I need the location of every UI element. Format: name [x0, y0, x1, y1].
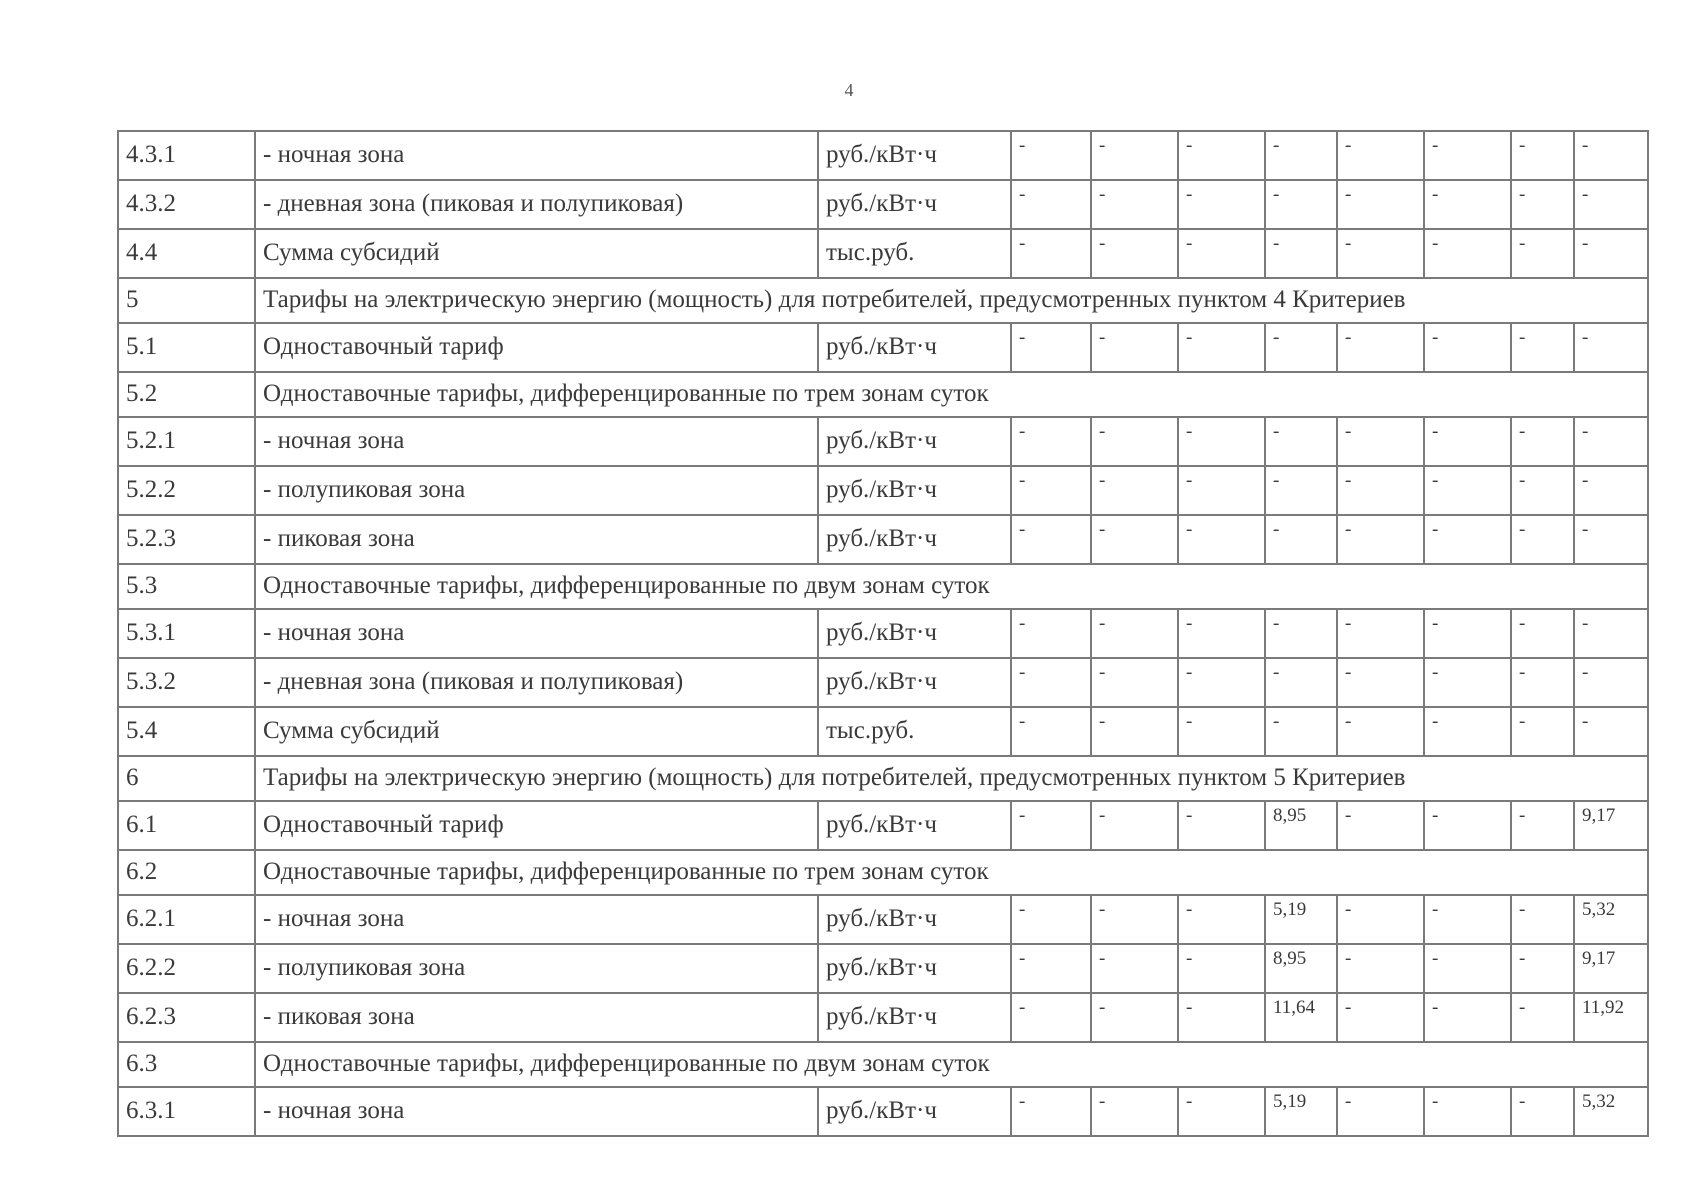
value-cell: - — [1011, 180, 1091, 229]
value-cell: - — [1424, 180, 1511, 229]
value-cell: - — [1091, 707, 1178, 756]
value-cell: - — [1178, 229, 1265, 278]
value-cell: - — [1511, 131, 1574, 180]
row-name: Одноставочный тариф — [255, 323, 818, 372]
value-cell: 8,95 — [1265, 801, 1337, 850]
value-cell: - — [1574, 609, 1648, 658]
row-name: Одноставочный тариф — [255, 801, 818, 850]
row-number: 5.2.1 — [118, 417, 255, 466]
value-cell: - — [1337, 944, 1424, 993]
value-cell: - — [1265, 658, 1337, 707]
value-cell: - — [1091, 466, 1178, 515]
value-cell: - — [1337, 609, 1424, 658]
row-number: 5.2 — [118, 372, 255, 417]
value-cell: 9,17 — [1574, 801, 1648, 850]
table-row — [118, 466, 1648, 515]
value-cell: - — [1011, 515, 1091, 564]
table-row — [118, 895, 1648, 944]
value-cell: - — [1178, 895, 1265, 944]
row-name: - полупиковая зона — [255, 466, 818, 515]
row-name: Сумма субсидий — [255, 229, 818, 278]
value-cell: - — [1011, 609, 1091, 658]
value-cell: - — [1511, 180, 1574, 229]
value-cell: - — [1011, 229, 1091, 278]
value-cell: - — [1337, 417, 1424, 466]
page-number: 4 — [844, 80, 854, 100]
value-cell: - — [1337, 515, 1424, 564]
value-cell: - — [1337, 466, 1424, 515]
value-cell: - — [1091, 993, 1178, 1042]
value-cell: - — [1265, 180, 1337, 229]
row-number: 5.4 — [118, 707, 255, 756]
value-cell: - — [1265, 323, 1337, 372]
row-number: 6.3.1 — [118, 1087, 255, 1136]
row-name: - пиковая зона — [255, 993, 818, 1042]
value-cell: - — [1574, 229, 1648, 278]
section-row — [118, 278, 1648, 323]
table-row — [118, 609, 1648, 658]
row-number: 6.2.2 — [118, 944, 255, 993]
value-cell: - — [1424, 323, 1511, 372]
row-number: 6.2 — [118, 850, 255, 895]
value-cell: - — [1511, 466, 1574, 515]
value-cell: - — [1178, 801, 1265, 850]
table-body — [118, 131, 1648, 1136]
value-cell: - — [1091, 180, 1178, 229]
value-cell: - — [1511, 801, 1574, 850]
table-row — [118, 515, 1648, 564]
value-cell: - — [1337, 131, 1424, 180]
value-cell: 5,19 — [1265, 895, 1337, 944]
value-cell: - — [1011, 658, 1091, 707]
value-cell: - — [1337, 801, 1424, 850]
value-cell: - — [1178, 515, 1265, 564]
value-cell: - — [1011, 323, 1091, 372]
tariff-table — [117, 130, 1649, 1137]
row-name: Сумма субсидий — [255, 707, 818, 756]
row-name: - пиковая зона — [255, 515, 818, 564]
value-cell: - — [1574, 658, 1648, 707]
value-cell: - — [1337, 180, 1424, 229]
row-number: 4.4 — [118, 229, 255, 278]
value-cell: 11,92 — [1574, 993, 1648, 1042]
row-name: - дневная зона (пиковая и полупиковая) — [255, 658, 818, 707]
table-row — [118, 993, 1648, 1042]
row-unit: руб./кВт·ч — [818, 944, 1011, 993]
value-cell: 5,32 — [1574, 895, 1648, 944]
section-title: Одноставочные тарифы, дифференцированные по трем зонам суток — [255, 372, 1648, 417]
row-number: 5.2.3 — [118, 515, 255, 564]
value-cell: - — [1265, 707, 1337, 756]
value-cell: - — [1424, 993, 1511, 1042]
value-cell: - — [1091, 1087, 1178, 1136]
value-cell: - — [1011, 944, 1091, 993]
section-row — [118, 1042, 1648, 1087]
row-number: 6.2.1 — [118, 895, 255, 944]
row-name: - ночная зона — [255, 895, 818, 944]
value-cell: - — [1091, 944, 1178, 993]
value-cell: 8,95 — [1265, 944, 1337, 993]
value-cell: - — [1265, 515, 1337, 564]
value-cell: - — [1574, 466, 1648, 515]
value-cell: - — [1511, 609, 1574, 658]
value-cell: - — [1574, 417, 1648, 466]
value-cell: - — [1424, 466, 1511, 515]
value-cell: - — [1091, 609, 1178, 658]
value-cell: - — [1337, 707, 1424, 756]
value-cell: - — [1091, 515, 1178, 564]
value-cell: - — [1511, 707, 1574, 756]
value-cell: - — [1424, 1087, 1511, 1136]
row-name: - ночная зона — [255, 131, 818, 180]
row-unit: руб./кВт·ч — [818, 417, 1011, 466]
section-title: Одноставочные тарифы, дифференцированные по двум зонам суток — [255, 1042, 1648, 1087]
value-cell: - — [1178, 609, 1265, 658]
row-unit: тыс.руб. — [818, 229, 1011, 278]
value-cell: - — [1178, 131, 1265, 180]
value-cell: - — [1424, 895, 1511, 944]
row-unit: руб./кВт·ч — [818, 515, 1011, 564]
value-cell: - — [1178, 944, 1265, 993]
value-cell: - — [1091, 895, 1178, 944]
table-row — [118, 801, 1648, 850]
row-name: - дневная зона (пиковая и полупиковая) — [255, 180, 818, 229]
value-cell: - — [1011, 1087, 1091, 1136]
table-row — [118, 417, 1648, 466]
value-cell: - — [1424, 229, 1511, 278]
row-number: 4.3.2 — [118, 180, 255, 229]
value-cell: - — [1511, 417, 1574, 466]
row-number: 5 — [118, 278, 255, 323]
row-number: 6.1 — [118, 801, 255, 850]
value-cell: - — [1337, 323, 1424, 372]
value-cell: 11,64 — [1265, 993, 1337, 1042]
value-cell: - — [1337, 895, 1424, 944]
section-title: Одноставочные тарифы, дифференцированные по двум зонам суток — [255, 564, 1648, 609]
value-cell: - — [1424, 944, 1511, 993]
table-row — [118, 658, 1648, 707]
row-unit: руб./кВт·ч — [818, 609, 1011, 658]
value-cell: - — [1511, 993, 1574, 1042]
value-cell: - — [1424, 609, 1511, 658]
value-cell: - — [1265, 609, 1337, 658]
row-number: 5.1 — [118, 323, 255, 372]
value-cell: - — [1011, 993, 1091, 1042]
table-row — [118, 323, 1648, 372]
row-unit: руб./кВт·ч — [818, 1087, 1011, 1136]
value-cell: - — [1011, 895, 1091, 944]
value-cell: - — [1178, 1087, 1265, 1136]
row-unit: руб./кВт·ч — [818, 180, 1011, 229]
value-cell: - — [1337, 1087, 1424, 1136]
table-row — [118, 131, 1648, 180]
row-number: 5.2.2 — [118, 466, 255, 515]
value-cell: - — [1265, 131, 1337, 180]
value-cell: - — [1178, 417, 1265, 466]
value-cell: - — [1337, 229, 1424, 278]
value-cell: - — [1011, 707, 1091, 756]
row-name: - ночная зона — [255, 417, 818, 466]
section-row — [118, 850, 1648, 895]
value-cell: - — [1511, 1087, 1574, 1136]
value-cell: - — [1337, 993, 1424, 1042]
row-unit: руб./кВт·ч — [818, 323, 1011, 372]
row-unit: руб./кВт·ч — [818, 895, 1011, 944]
row-unit: руб./кВт·ч — [818, 466, 1011, 515]
value-cell: - — [1574, 707, 1648, 756]
row-unit: руб./кВт·ч — [818, 658, 1011, 707]
value-cell: - — [1011, 417, 1091, 466]
value-cell: - — [1511, 944, 1574, 993]
table-row — [118, 180, 1648, 229]
value-cell: - — [1511, 323, 1574, 372]
value-cell: - — [1011, 131, 1091, 180]
value-cell: - — [1424, 515, 1511, 564]
table-row — [118, 229, 1648, 278]
value-cell: - — [1337, 658, 1424, 707]
row-number: 5.3 — [118, 564, 255, 609]
value-cell: - — [1091, 417, 1178, 466]
value-cell: - — [1574, 180, 1648, 229]
value-cell: - — [1265, 229, 1337, 278]
row-name: - полупиковая зона — [255, 944, 818, 993]
row-number: 6.3 — [118, 1042, 255, 1087]
table-row — [118, 1087, 1648, 1136]
section-row — [118, 372, 1648, 417]
value-cell: - — [1511, 658, 1574, 707]
value-cell: - — [1091, 801, 1178, 850]
value-cell: - — [1178, 707, 1265, 756]
section-title: Тарифы на электрическую энергию (мощность) для потребителей, предусмотренных пунктом 4 Критериев — [255, 278, 1648, 323]
value-cell: - — [1511, 229, 1574, 278]
value-cell: - — [1091, 229, 1178, 278]
row-number: 5.3.1 — [118, 609, 255, 658]
value-cell: - — [1424, 131, 1511, 180]
row-number: 5.3.2 — [118, 658, 255, 707]
value-cell: 5,19 — [1265, 1087, 1337, 1136]
value-cell: - — [1424, 417, 1511, 466]
value-cell: - — [1011, 466, 1091, 515]
section-title: Тарифы на электрическую энергию (мощность) для потребителей, предусмотренных пунктом 5 Критериев — [255, 756, 1648, 801]
value-cell: - — [1178, 658, 1265, 707]
table-row — [118, 707, 1648, 756]
section-title: Одноставочные тарифы, дифференцированные по трем зонам суток — [255, 850, 1648, 895]
table-row — [118, 944, 1648, 993]
value-cell: - — [1511, 895, 1574, 944]
value-cell: 5,32 — [1574, 1087, 1648, 1136]
row-name: - ночная зона — [255, 1087, 818, 1136]
value-cell: 9,17 — [1574, 944, 1648, 993]
row-unit: руб./кВт·ч — [818, 993, 1011, 1042]
row-number: 6.2.3 — [118, 993, 255, 1042]
value-cell: - — [1574, 323, 1648, 372]
value-cell: - — [1574, 131, 1648, 180]
row-unit: руб./кВт·ч — [818, 801, 1011, 850]
value-cell: - — [1424, 801, 1511, 850]
value-cell: - — [1424, 658, 1511, 707]
value-cell: - — [1424, 707, 1511, 756]
value-cell: - — [1178, 466, 1265, 515]
value-cell: - — [1178, 180, 1265, 229]
value-cell: - — [1265, 417, 1337, 466]
value-cell: - — [1574, 515, 1648, 564]
row-name: - ночная зона — [255, 609, 818, 658]
section-row — [118, 564, 1648, 609]
row-unit: тыс.руб. — [818, 707, 1011, 756]
value-cell: - — [1178, 323, 1265, 372]
row-number: 4.3.1 — [118, 131, 255, 180]
value-cell: - — [1265, 466, 1337, 515]
value-cell: - — [1091, 323, 1178, 372]
value-cell: - — [1011, 801, 1091, 850]
row-unit: руб./кВт·ч — [818, 131, 1011, 180]
value-cell: - — [1511, 515, 1574, 564]
value-cell: - — [1091, 658, 1178, 707]
value-cell: - — [1091, 131, 1178, 180]
row-number: 6 — [118, 756, 255, 801]
value-cell: - — [1178, 993, 1265, 1042]
section-row — [118, 756, 1648, 801]
